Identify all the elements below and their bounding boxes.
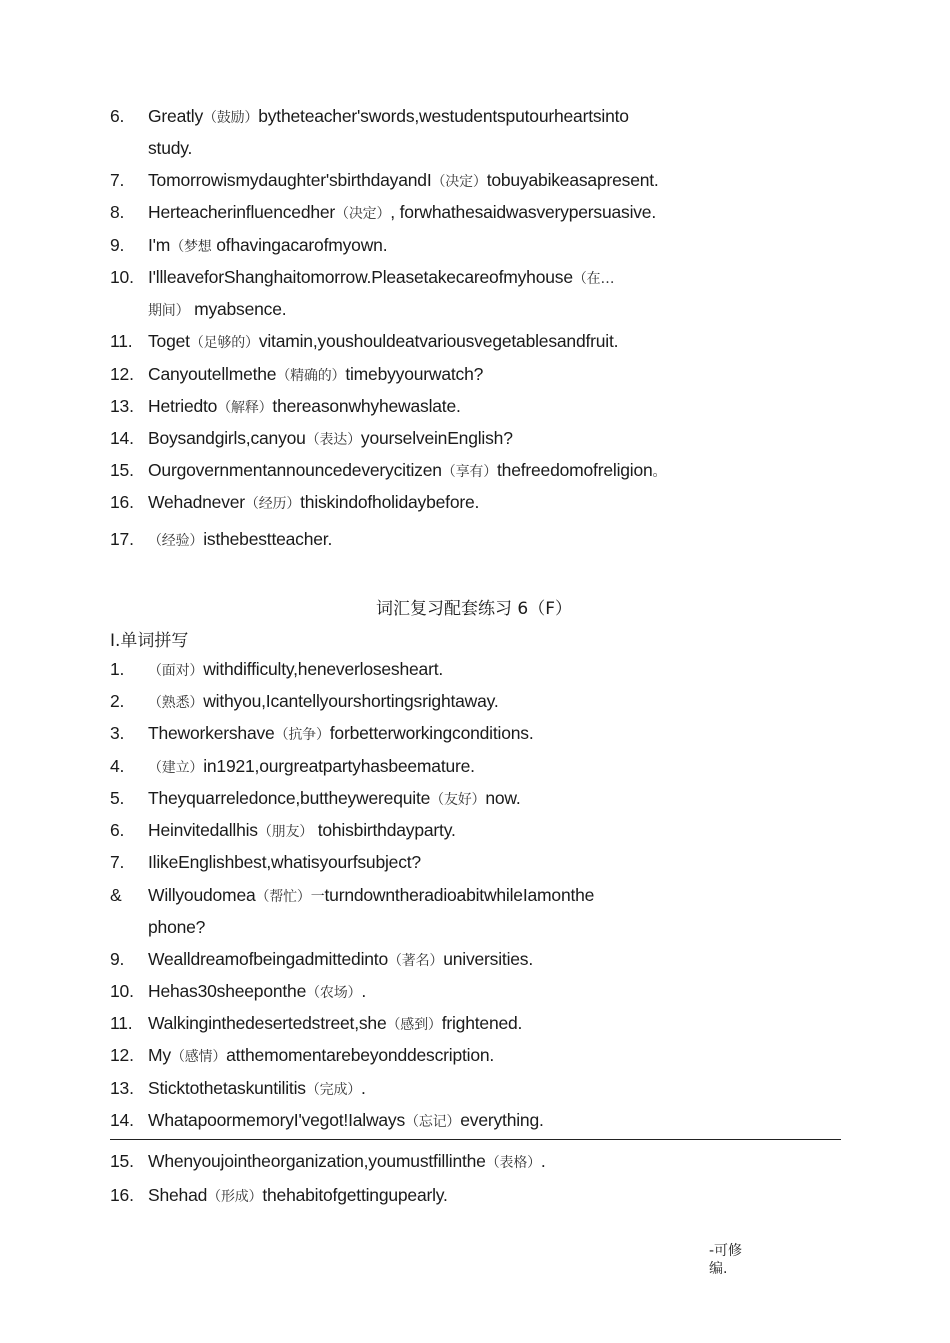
item-text: Walkinginthedesertedstreet,she（感到）frightened. (148, 1013, 523, 1033)
page-footer (709, 1242, 742, 1278)
item-number: 14. (110, 1110, 134, 1130)
item-number: 3. (110, 723, 125, 743)
item-number: 15. (110, 460, 134, 480)
item-text: Theyquarreledonce,buttheywerequite（友好）now. (148, 788, 521, 808)
item-text: WhatapoormemoryI'vegot!Ialways（忘记）everything. (148, 1110, 544, 1130)
item-text: Whenyoujointheorganization,youmustfillinthe（表格）. (148, 1151, 546, 1171)
item-number: 7. (110, 852, 125, 872)
item-text: Ourgovernmentannouncedeverycitizen（享有）thefreedomofreligion。 (148, 460, 667, 480)
item-text: Willyoudomea（帮忙）一turndowntheradioabitwhileIamonthe (148, 885, 595, 905)
item-text: Shehad（形成）thehabitofgettingupearly. (148, 1185, 448, 1205)
item-text: 期间） myabsence. (148, 299, 287, 319)
item-text: Wealldreamofbeingadmittedinto（著名）universities. (148, 949, 533, 969)
item-number: 16. (110, 492, 134, 512)
item-number: 9. (110, 949, 125, 969)
footer-line-1: -可修 (709, 1243, 743, 1259)
item-text: （面对）withdifficulty,heneverlosesheart. (148, 659, 444, 679)
item-text: phone? (148, 917, 206, 937)
item-number: 11. (110, 1013, 133, 1033)
item-number: 7. (110, 170, 125, 190)
footer-line-2: 编. (709, 1261, 728, 1277)
item-number: 8. (110, 202, 125, 222)
item-number: 13. (110, 1078, 134, 1098)
item-number: 1. (110, 659, 125, 679)
item-number: 4. (110, 756, 125, 776)
item-number: 2. (110, 691, 125, 711)
item-text: Canyoutellmethe（精确的）timebyyourwatch? (148, 364, 484, 384)
item-text: Hehas30sheeponthe（农场）. (148, 981, 366, 1001)
item-text: Theworkershave（抗争）forbetterworkingconditions. (148, 723, 534, 743)
item-text: Sticktothetaskuntilitis（完成）. (148, 1078, 366, 1098)
item-number: 5. (110, 788, 125, 808)
item-text: Herteacherinfluencedher（决定）, forwhathesaidwasverypersuasive. (148, 202, 657, 222)
item-number: & (110, 885, 122, 905)
item-text: Hetriedto（解释）thereasonwhyhewaslate. (148, 396, 461, 416)
item-number: 12. (110, 364, 134, 384)
item-number: 12. (110, 1045, 134, 1065)
item-number: 6. (110, 106, 125, 126)
item-number: 14. (110, 428, 134, 448)
item-text: I'm（梦想 ofhavingacarofmyown. (148, 235, 388, 255)
item-text: Wehadnever（经历）thiskindofholidaybefore. (148, 492, 480, 512)
item-text: study. (148, 138, 193, 158)
item-number: 10. (110, 267, 134, 287)
item-text: IlikeEnglishbest,whatisyourfsubject? (148, 852, 421, 872)
item-text: Greatly（鼓励）bytheteacher'swords,westudentsputourheartsinto (148, 106, 629, 126)
section-title: 词汇复习配套练习 6（F） (376, 599, 572, 619)
item-number: 10. (110, 981, 134, 1001)
item-number: 15. (110, 1151, 134, 1171)
item-number: 11. (110, 331, 133, 351)
item-number: 9. (110, 235, 125, 255)
item-number: 13. (110, 396, 134, 416)
item-number: 16. (110, 1185, 134, 1205)
item-text: （建立）in1921,ourgreatpartyhasbeemature. (148, 756, 475, 776)
item-text: I'llleaveforShanghaitomorrow.Pleasetakecareofmyhouse（在… (148, 267, 615, 287)
item-text: （熟悉）withyou,Icantellyourshortingsrightaway. (148, 691, 499, 711)
item-text: My（感情）atthemomentarebeyonddescription. (148, 1045, 495, 1065)
item-text: Tomorrowismydaughter'sbirthdayandI（决定）tobuyabikeasapresent. (148, 170, 659, 190)
item-number: 6. (110, 820, 125, 840)
item-text: Heinvitedallhis（朋友） tohisbirthdayparty. (148, 820, 456, 840)
item-text: Boysandgirls,canyou（表达）yourselveinEnglish? (148, 428, 513, 448)
section-subheading: I.单词拼写 (110, 631, 189, 651)
item-text: Toget（足够的）vitamin,youshouldeatvariousvegetablesandfruit. (148, 331, 619, 351)
horizontal-divider (110, 1139, 841, 1140)
item-number: 17. (110, 529, 134, 549)
item-text: （经验）isthebestteacher. (148, 529, 333, 549)
